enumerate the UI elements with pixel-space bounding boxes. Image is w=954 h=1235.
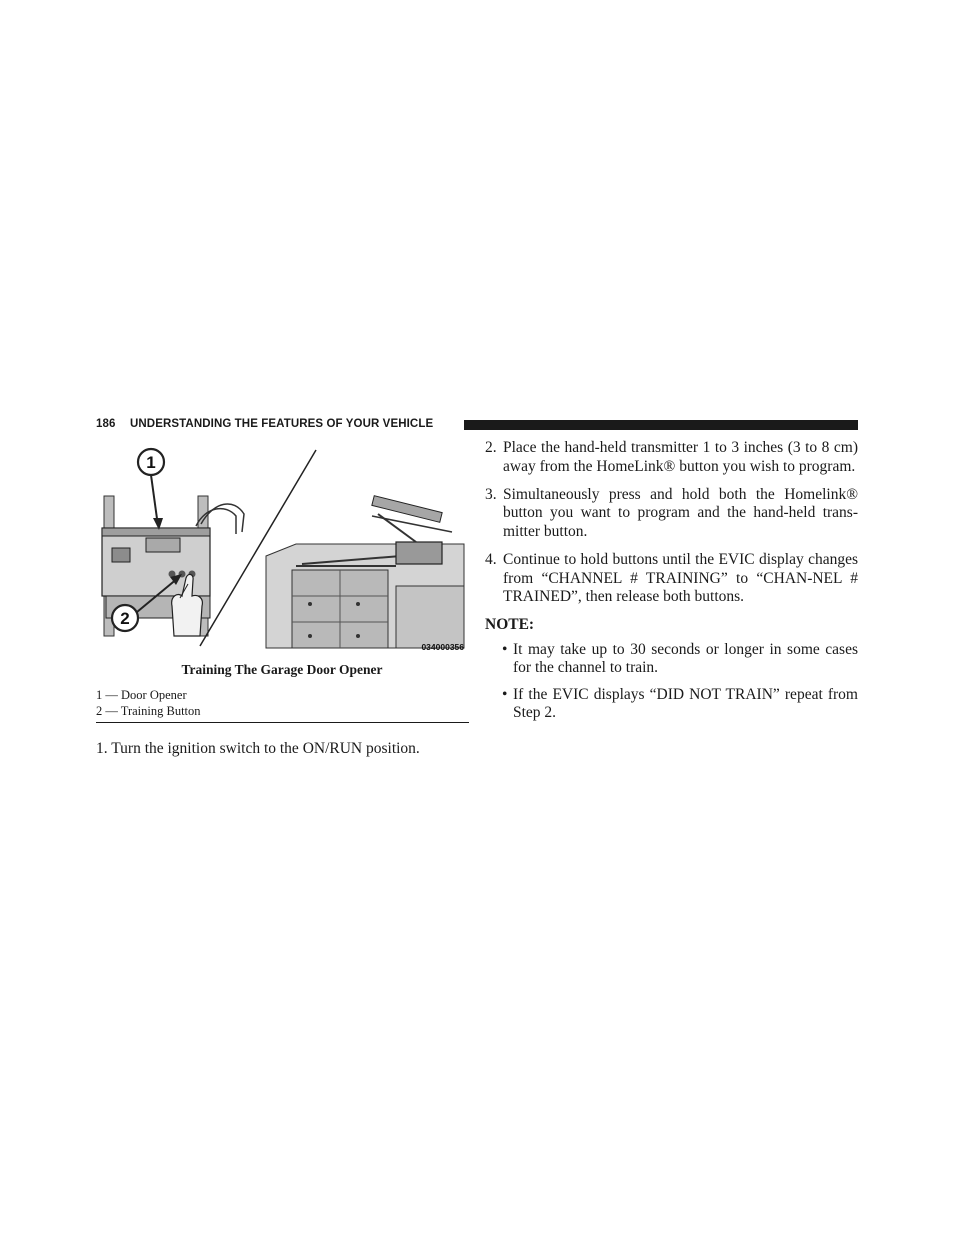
legend-item-door-opener: 1 — Door Opener (96, 688, 187, 702)
section-title: UNDERSTANDING THE FEATURES OF YOUR VEHICLE (130, 418, 434, 430)
callout-1 (138, 449, 164, 530)
garage-door-opener-illustration (96, 446, 468, 658)
bullet-glyph: • (502, 685, 508, 703)
illustration-svg (96, 446, 468, 658)
legend-item-training-button: 2 — Training Button (96, 703, 201, 718)
step-4-number: 4. (485, 550, 497, 568)
note-bullet-text: If the EVIC displays “DID NOT TRAIN” repeat from Step 2. (513, 685, 858, 722)
step-1-number: 1. (96, 740, 108, 757)
image-code: 034000356 (421, 642, 464, 652)
page-number: 186 (96, 418, 116, 430)
figure-caption: Training The Garage Door Opener (181, 662, 383, 677)
step-1-text: Turn the ignition switch to the ON/RUN position. (111, 740, 420, 757)
step-1 (96, 739, 468, 758)
step-2-text: Place the hand-held transmitter 1 to 3 inches (3 to 8 cm) away from the HomeLink® button you wish to program. (503, 439, 858, 475)
note-heading: NOTE: (485, 616, 535, 634)
legend-divider (96, 722, 469, 723)
note-bullet-text: It may take up to 30 seconds or longer in some cases for the channel to train. (513, 640, 858, 677)
step-4-text: Continue to hold buttons until the EVIC display changes from “CHANNEL # TRAINING” to “CHAN-NEL # TRAINED”, then release both buttons. (503, 550, 858, 606)
step-3 (485, 486, 858, 542)
note-bullet (485, 686, 858, 723)
bullet-glyph: • (502, 640, 508, 658)
step-2 (485, 439, 858, 476)
header-bar (464, 420, 858, 430)
garage-interior-drawing (266, 496, 464, 648)
step-4 (485, 551, 858, 607)
step-3-text: Simultaneously press and hold both the Homelink® button you want to program and the hand-held trans-mitter button. (503, 485, 858, 540)
page-header (96, 417, 858, 433)
step-3-number: 3. (485, 485, 497, 503)
right-column (485, 439, 858, 730)
figure-legend (96, 688, 468, 719)
callout-2-label: 2 (120, 609, 130, 628)
step-2-number: 2. (485, 439, 497, 456)
callout-1-label: 1 (146, 453, 156, 472)
note-bullet (485, 641, 858, 678)
